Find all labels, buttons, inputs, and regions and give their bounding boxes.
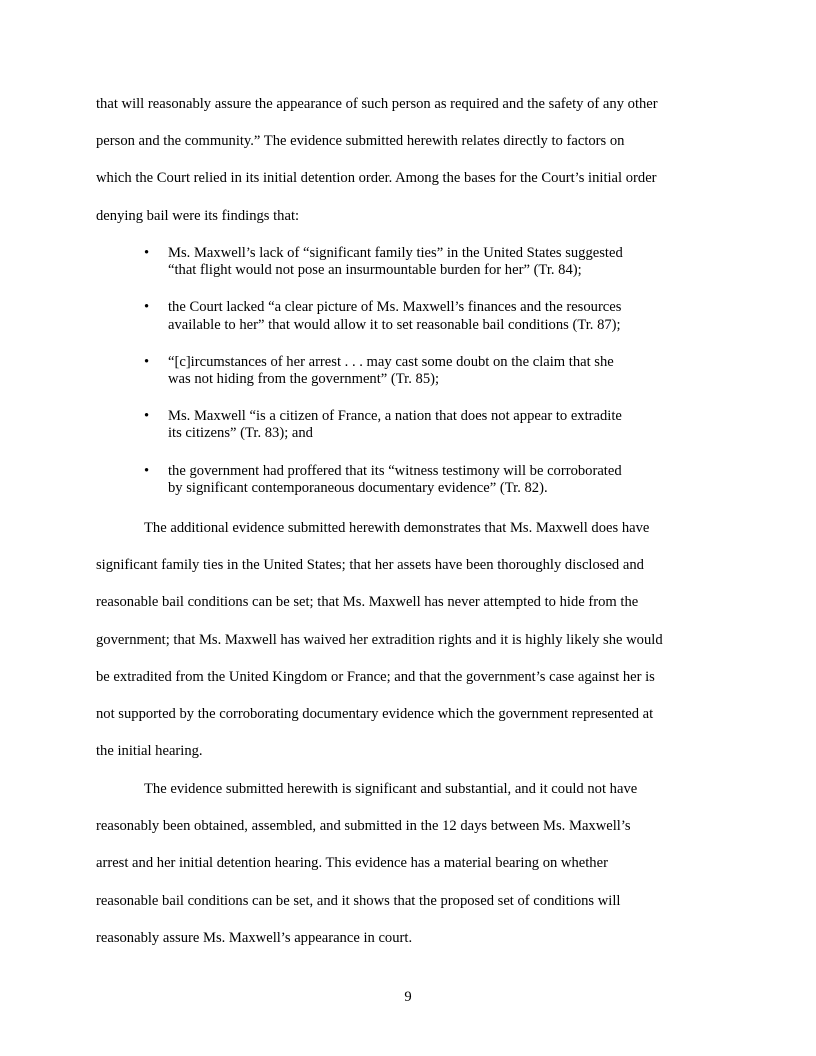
paragraph-line: The evidence submitted herewith is significant and substantial, and it could not have — [144, 781, 638, 797]
paragraph-line: the initial hearing. — [96, 743, 203, 760]
finding-line: was not hiding from the government” (Tr. 85); — [168, 371, 440, 388]
paragraph-line: government; that Ms. Maxwell has waived her extradition rights and it is highly likely she would — [96, 631, 663, 648]
bullet-icon: • — [144, 245, 150, 261]
finding-line: the Court lacked “a clear picture of Ms. Maxwell’s finances and the resources — [168, 299, 622, 316]
finding-line: “that flight would not pose an insurmountable burden for her” (Tr. 84); — [168, 262, 582, 279]
paragraph-line: be extradited from the United Kingdom or France; and that the government’s case against her is — [96, 668, 655, 685]
finding-item — [144, 408, 704, 442]
paragraph-line: that will reasonably assure the appearance of such person as required and the safety of any other — [96, 96, 658, 112]
paragraph-line: reasonably been obtained, assembled, and submitted in the 12 days between Ms. Maxwell’s — [96, 818, 631, 835]
paragraph-line: reasonable bail conditions can be set; that Ms. Maxwell has never attempted to hide from the — [96, 594, 639, 611]
finding-line: the government had proffered that its “witness testimony will be corroborated — [168, 462, 622, 479]
paragraph-additional-evidence — [96, 510, 724, 770]
paragraph-significant-evidence — [96, 771, 724, 957]
paragraph-line: which the Court relied in its initial detention order. Among the bases for the Court’s initial order — [96, 170, 657, 187]
bullet-icon: • — [144, 408, 150, 425]
paragraph-line: significant family ties in the United States; that her assets have been thoroughly disclosed and — [96, 557, 644, 574]
finding-line: “[c]ircumstances of her arrest . . . may cast some doubt on the claim that she — [168, 353, 614, 370]
bullet-icon: • — [144, 299, 150, 316]
paragraph-line: reasonable bail conditions can be set, and it shows that the proposed set of conditions will — [96, 892, 621, 909]
finding-line: Ms. Maxwell’s lack of “significant family ties” in the United States suggested — [168, 245, 623, 261]
finding-line: Ms. Maxwell “is a citizen of France, a nation that does not appear to extradite — [168, 408, 622, 425]
paragraph-line: arrest and her initial detention hearing. This evidence has a material bearing on whether — [96, 855, 608, 872]
paragraph-line: The additional evidence submitted herewith demonstrates that Ms. Maxwell does have — [144, 520, 650, 536]
findings-list — [144, 245, 704, 517]
bullet-icon: • — [144, 462, 150, 479]
bullet-icon: • — [144, 353, 150, 370]
finding-item — [144, 463, 704, 497]
finding-item — [144, 299, 704, 333]
paragraph-line: denying bail were its findings that: — [96, 207, 300, 224]
page-number: 9 — [404, 989, 412, 1005]
paragraph-continuation — [96, 86, 724, 235]
paragraph-line: reasonably assure Ms. Maxwell’s appearance in court. — [96, 929, 413, 946]
paragraph-line: person and the community.” The evidence submitted herewith relates directly to factors on — [96, 133, 625, 150]
paragraph-line: not supported by the corroborating documentary evidence which the government represented at — [96, 705, 654, 722]
finding-item — [144, 354, 704, 388]
finding-line: by significant contemporaneous documentary evidence” (Tr. 82). — [168, 479, 548, 496]
finding-line: available to her” that would allow it to set reasonable bail conditions (Tr. 87); — [168, 316, 621, 333]
finding-line: its citizens” (Tr. 83); and — [168, 425, 313, 442]
finding-item — [144, 245, 704, 279]
